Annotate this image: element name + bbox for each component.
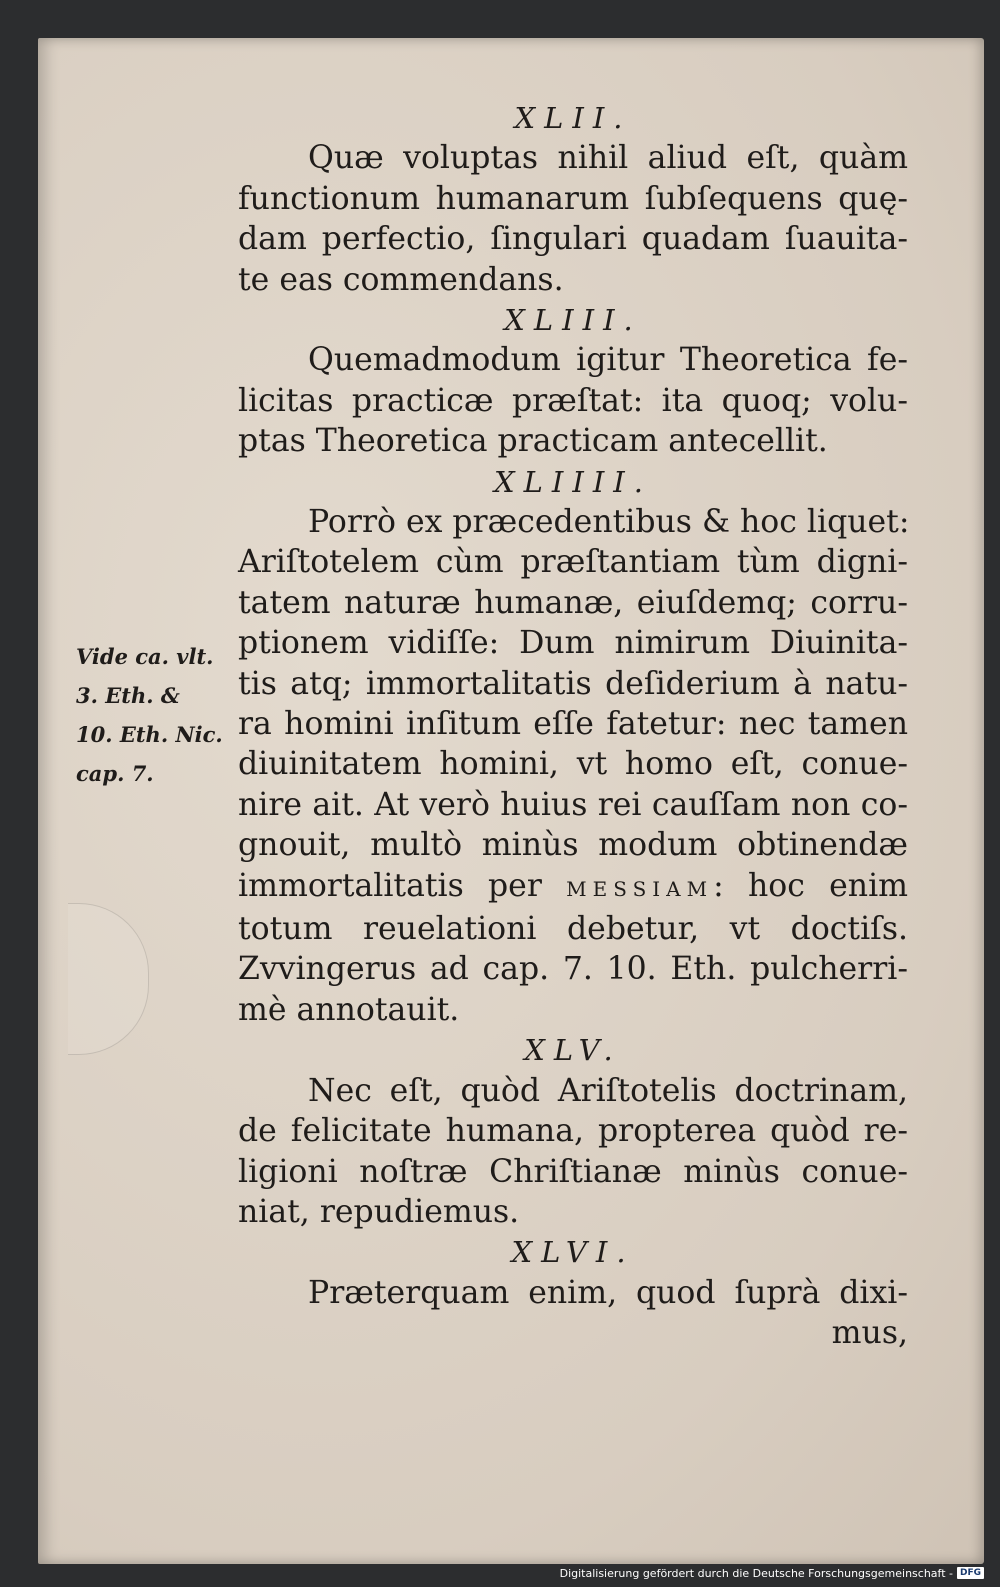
dfg-logo: DFG	[957, 1567, 984, 1579]
page-clip	[68, 903, 149, 1055]
margin-note-line: Vide ca. vlt.	[76, 644, 214, 669]
text-line: ptas Theoretica practicam antecellit.	[238, 423, 828, 460]
text-line: nire ait. At verò huius rei cauſſam non co-	[238, 786, 908, 823]
text-line: Ariſtotelem cùm præſtantiam tùm digni-	[238, 544, 908, 581]
text-line: dam perfectio, ſingulari quadam ſuauita-	[238, 221, 908, 258]
footer-credit	[560, 1564, 984, 1582]
footer-text: Digitalisierung gefördert durch die Deutsche Forschungsgemeinschaft -	[559, 1566, 953, 1580]
text-line: totum reuelationi debetur, vt doctiſs.	[238, 911, 908, 948]
text-line: ra homini inſitum eſſe fatetur: nec tamen	[238, 706, 908, 743]
page-text	[238, 98, 908, 1354]
section-heading: XLIII.	[504, 303, 642, 338]
catchword: mus,	[831, 1315, 908, 1352]
text-line: Quæ voluptas nihil aliud eſt, quàm	[308, 140, 908, 177]
text-line: de felicitate humana, propterea quòd re-	[238, 1113, 908, 1150]
margin-note-line: cap. 7.	[76, 761, 154, 786]
text-fragment: : hoc enim	[713, 867, 909, 904]
text-line	[238, 866, 908, 909]
section-heading: XLIIII.	[494, 464, 652, 499]
margin-note-line: 3. Eth. &	[76, 683, 180, 708]
text-line: tis atq; immortalitatis deſiderium à natu-	[238, 665, 908, 702]
section-heading: XLVI.	[511, 1235, 635, 1270]
text-line: gnouit, multò minùs modum obtinendæ	[238, 827, 908, 864]
text-line: Quemadmodum igitur Theoretica fe-	[308, 342, 908, 379]
text-line: Nec eſt, quòd Ariſtotelis doctrinam,	[308, 1072, 908, 1109]
small-caps-word: MESSIAM	[566, 876, 714, 901]
text-line: Porrò ex præcedentibus & hoc liquet:	[308, 504, 910, 541]
text-line: te eas commendans.	[238, 261, 564, 298]
margin-note-line: 10. Eth. Nic.	[76, 722, 223, 747]
text-line: functionum humanarum ſubſequens quę-	[238, 180, 908, 217]
text-line: diuinitatem homini, vt homo eſt, conue-	[238, 746, 908, 783]
margin-note	[76, 637, 236, 793]
text-line: ligioni noſtræ Chriſtianæ minùs conue-	[238, 1153, 908, 1190]
text-line: niat, repudiemus.	[238, 1193, 520, 1230]
text-line: ptionem vidiſſe: Dum nimirum Diuinita-	[238, 625, 908, 662]
text-line: Præterquam enim, quod ſuprà dixi-	[308, 1274, 908, 1311]
text-line: Zvvingerus ad cap. 7. 10. Eth. pulcherri-	[238, 951, 908, 988]
text-line: licitas practicæ præſtat: ita quoq; volu-	[238, 382, 908, 419]
text-fragment: immortalitatis per	[238, 867, 567, 904]
text-line: mè annotauit.	[238, 991, 460, 1028]
text-line: tatem naturæ humanæ, eiuſdemq; corru-	[238, 584, 908, 621]
section-heading: XLII.	[514, 101, 632, 135]
section-heading: XLV.	[524, 1033, 622, 1068]
